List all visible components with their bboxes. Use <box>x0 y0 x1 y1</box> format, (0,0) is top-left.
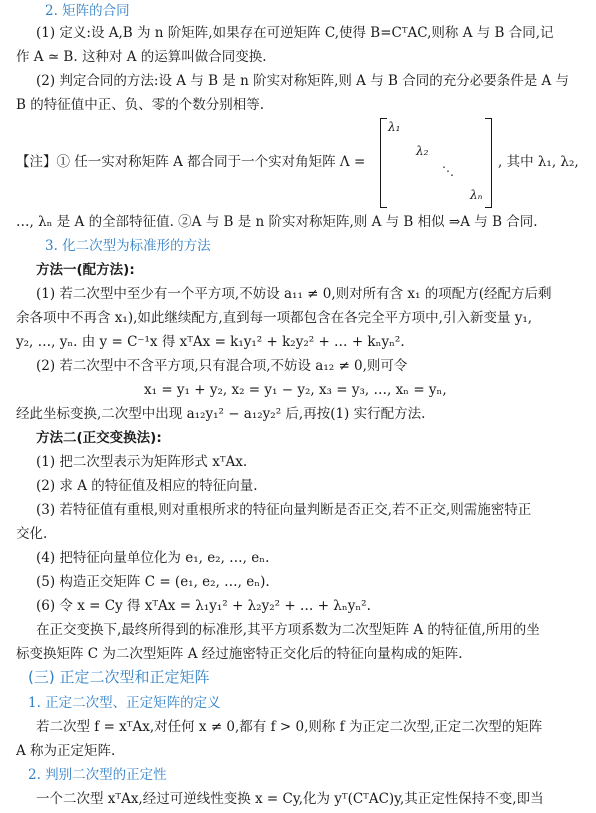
text-line-l13: y₂, …, yₙ. 由 y = C⁻¹x 得 xᵀAx = k₁y₁² + k₂y₂² + … + kₙyₙ². <box>16 334 405 350</box>
text-line-l02: (1) 定义:设 A,B 为 n 阶矩阵,如果存在可逆矩阵 C,使得 B=CᵀAC,则称 A 与 B 合同,记 <box>36 25 554 41</box>
text-line-l29: 若二次型 f = xᵀAx,对任何 x ≠ 0,都有 f > 0,则称 f 为正定二次型,正定二次型的矩阵 <box>36 719 543 735</box>
text-line-l17: 方法二(正交变换法): <box>36 430 162 446</box>
text-line-l26: 标变换矩阵 C 为二次型矩阵 A 经过施密特正交化后的特征向量构成的矩阵. <box>16 646 463 662</box>
matrix-lambda-1: λ₁ <box>388 120 401 134</box>
text-line-l21: 交化. <box>16 526 48 542</box>
text-line-l04: (2) 判定合同的方法:设 A 与 B 是 n 阶实对称矩阵,则 A 与 B 合同的充分必要条件是 A 与 <box>36 73 570 89</box>
text-line-l15: x₁ = y₁ + y₂, x₂ = y₁ − y₂, x₃ = y₃, …, xₙ = yₙ, <box>144 382 447 398</box>
text-line-l01: 2. 矩阵的合同 <box>45 3 130 19</box>
text-line-l16: 经此坐标变换,二次型中出现 a₁₂y₁² − a₁₂y₂² 后,再按(1) 实行配方法. <box>16 406 426 422</box>
text-line-l25: 在正交变换下,最终所得到的标准形,其平方项系数为二次型矩阵 A 的特征值,所用的坐 <box>36 622 540 638</box>
text-line-l22: (4) 把特征向量单位化为 e₁, e₂, …, eₙ. <box>36 550 270 566</box>
text-line-l28: 1. 正定二次型、正定矩阵的定义 <box>28 695 221 711</box>
text-line-l11: (1) 若二次型中至少有一个平方项,不妨设 a₁₁ ≠ 0,则对所有含 x₁ 的项配方(经配方后剩 <box>36 286 552 302</box>
text-line-l12: 余各项中不再含 x₁),如此继续配方,直到每一项都包含在各完全平方项中,引入新变量 y₁, <box>16 310 533 326</box>
text-line-l10: 方法一(配方法): <box>36 262 135 278</box>
text-line-l30: A 称为正定矩阵. <box>16 743 116 759</box>
text-line-l07: , 其中 λ₁, λ₂, <box>498 154 579 170</box>
text-line-l03: 作 A ≃ B. 这种对 A 的运算叫做合同变换. <box>16 49 267 65</box>
text-line-l18: (1) 把二次型表示为矩阵形式 xᵀAx. <box>36 454 248 470</box>
text-line-l14: (2) 若二次型中不含平方项,只有混合项,不妨设 a₁₂ ≠ 0,则可令 <box>36 358 408 374</box>
matrix-right-bracket <box>485 118 492 208</box>
matrix-lambda-2: λ₂ <box>416 144 429 158</box>
diagonal-matrix <box>380 118 492 206</box>
text-line-l31: 2. 判别二次型的正定性 <box>28 767 167 783</box>
text-line-l27: (三) 正定二次型和正定矩阵 <box>28 668 210 686</box>
text-line-l09: 3. 化二次型为标准形的方法 <box>45 238 211 254</box>
text-line-l32: 一个二次型 xᵀAx,经过可逆线性变换 x = Cy,化为 yᵀ(CᵀAC)y,其正定性保持不变,即当 <box>36 791 544 807</box>
text-line-l06: 【注】① 任一实对称矩阵 A 都合同于一个实对角矩阵 Λ = <box>16 154 366 170</box>
text-line-l05: B 的特征值中正、负、零的个数分别相等. <box>16 97 265 113</box>
matrix-diagonal-dots: ⋱ <box>442 164 454 178</box>
text-line-l24: (6) 令 x = Cy 得 xᵀAx = λ₁y₁² + λ₂y₂² + … + λₙyₙ². <box>36 598 371 614</box>
text-line-l23: (5) 构造正交矩阵 C = (e₁, e₂, …, eₙ). <box>36 574 270 590</box>
matrix-lambda-n: λₙ <box>470 188 483 202</box>
text-line-l20: (3) 若特征值有重根,则对重根所求的特征向量判断是否正交,若不正交,则需施密特正 <box>36 502 532 518</box>
matrix-left-bracket <box>380 118 387 208</box>
text-line-l08: …, λₙ 是 A 的全部特征值. ②A 与 B 是 n 阶实对称矩阵,则 A 与 B 相似 ⇒A 与 B 合同. <box>16 214 538 230</box>
text-line-l19: (2) 求 A 的特征值及相应的特征向量. <box>36 478 258 494</box>
